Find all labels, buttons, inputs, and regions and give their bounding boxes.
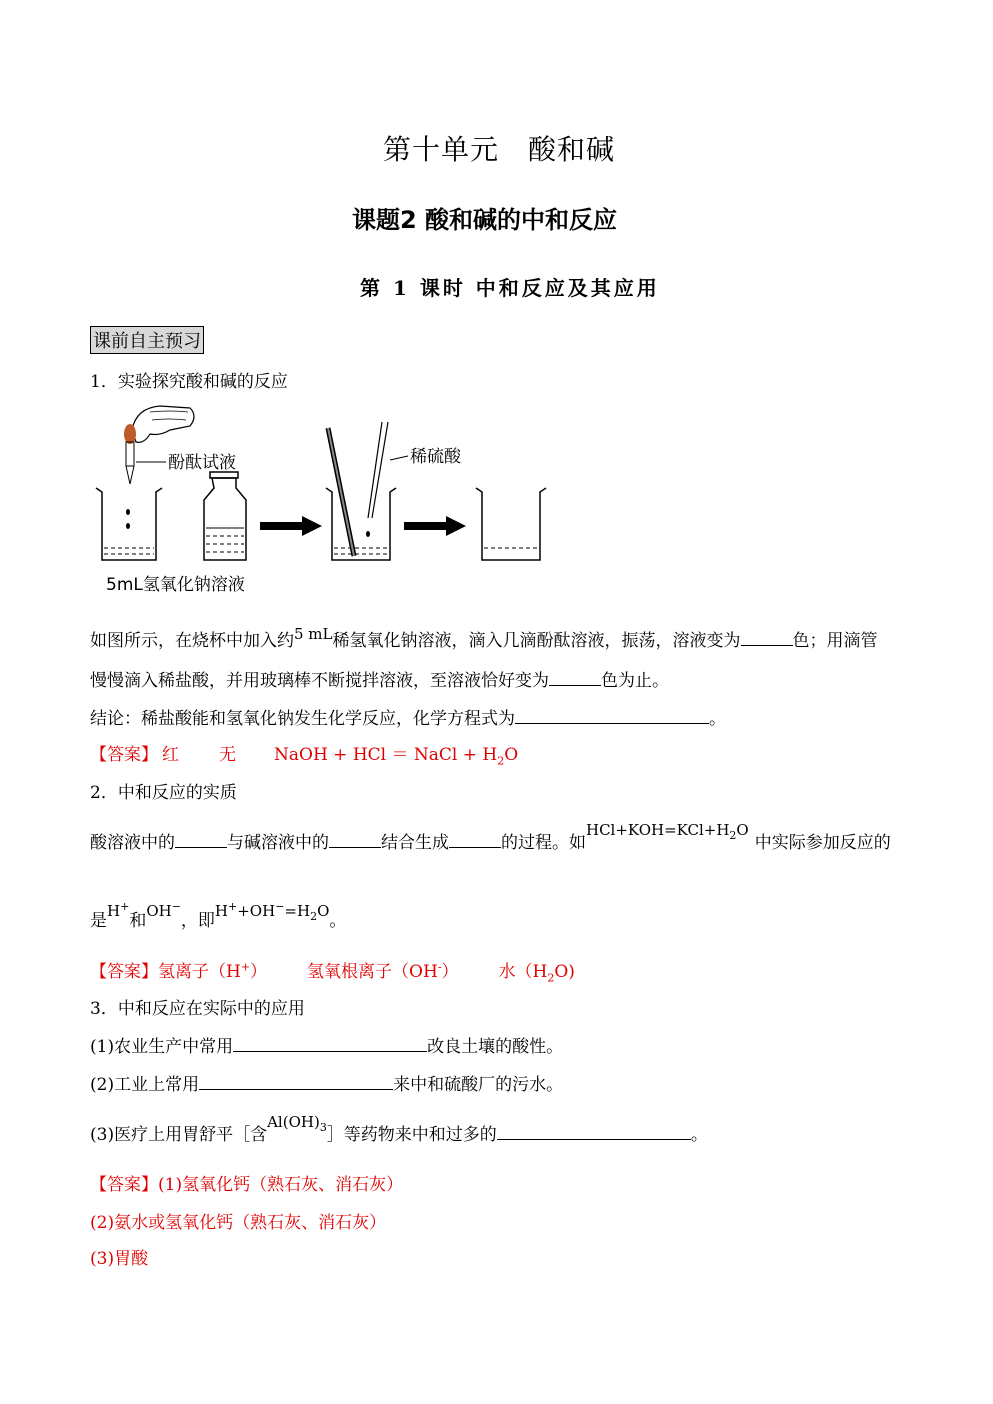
q3-item2: (2)工业上常用 来中和硫酸厂的污水。 — [90, 1075, 564, 1095]
reagent-bottle — [204, 478, 246, 560]
q1-answer: 【答案】 红 无 NaOH + HCl ＝ NaCl + $H_2O$ — [90, 745, 519, 768]
q3-answer-1: 【答案】(1)氢氧化钙（熟石灰、消石灰） — [90, 1175, 404, 1195]
dropper-bulb-icon — [124, 424, 136, 444]
q1-heading: 1．实验探究酸和碱的反应 — [90, 372, 288, 392]
experiment-diagram — [90, 400, 560, 600]
blank[interactable] — [449, 833, 501, 848]
q2-line2: 是H+和OH−，即$H^++OH^-=H_2O$。 — [90, 900, 347, 931]
lesson-title: 课题2 酸和碱的中和反应 — [352, 206, 618, 234]
arrow-icon — [404, 516, 466, 536]
q1-line3: 结论：稀盐酸能和氢氧化钠发生化学反应，化学方程式为 。 — [90, 709, 726, 729]
label-acid: 稀硫酸 — [410, 447, 461, 467]
q3-item3: (3)医疗上用胃舒平［含$Al(OH)_3]$等药物来中和过多的 。 — [90, 1113, 708, 1145]
blank[interactable] — [199, 1075, 393, 1090]
q2-heading: 2．中和反应的实质 — [90, 783, 237, 803]
blank[interactable] — [549, 671, 601, 686]
blank[interactable] — [175, 833, 227, 848]
q1-line2: 慢慢滴入稀盐酸，并用玻璃棒不断搅拌溶液，至溶液恰好变为 色为止。 — [90, 671, 669, 691]
arrow-icon — [260, 516, 322, 536]
label-indicator: 酚酞试液 — [168, 453, 236, 473]
period-title: 第 1 课时 中和反应及其应用 — [360, 276, 660, 300]
blank[interactable] — [741, 631, 793, 646]
beaker-3 — [476, 488, 546, 560]
q3-heading: 3．中和反应在实际中的应用 — [90, 999, 305, 1019]
q2-line1: 酸溶液中的 与碱溶液中的 结合生成 的过程。如$HCl+KOH=KCl+H_2O$中实际参加反应的 — [90, 821, 891, 853]
q3-answer-3: (3)胃酸 — [90, 1249, 149, 1269]
blank[interactable] — [497, 1125, 691, 1140]
q3-answer-2: (2)氨水或氢氧化钙（熟石灰、消石灰） — [90, 1213, 387, 1233]
q1-line1: 如图所示，在烧杯中加入约5 mL稀氢氧化钠溶液，滴入几滴酚酞溶液，振荡，溶液变为 色；用滴管 — [90, 625, 878, 651]
beaker-2 — [326, 488, 396, 560]
label-base: 5mL氢氧化钠溶液 — [106, 575, 245, 595]
q3-item1: (1)农业生产中常用 改良土壤的酸性。 — [90, 1037, 564, 1057]
q2-answer: 【答案】氢离子（H+） 氢氧根离子（OH-） 水$(H_2O)$ — [90, 960, 575, 985]
blank[interactable] — [515, 709, 709, 724]
section-label: 课前自主预习 — [90, 326, 204, 354]
unit-title: 第十单元 酸和碱 — [383, 133, 616, 166]
blank[interactable] — [233, 1037, 427, 1052]
blank[interactable] — [329, 833, 381, 848]
